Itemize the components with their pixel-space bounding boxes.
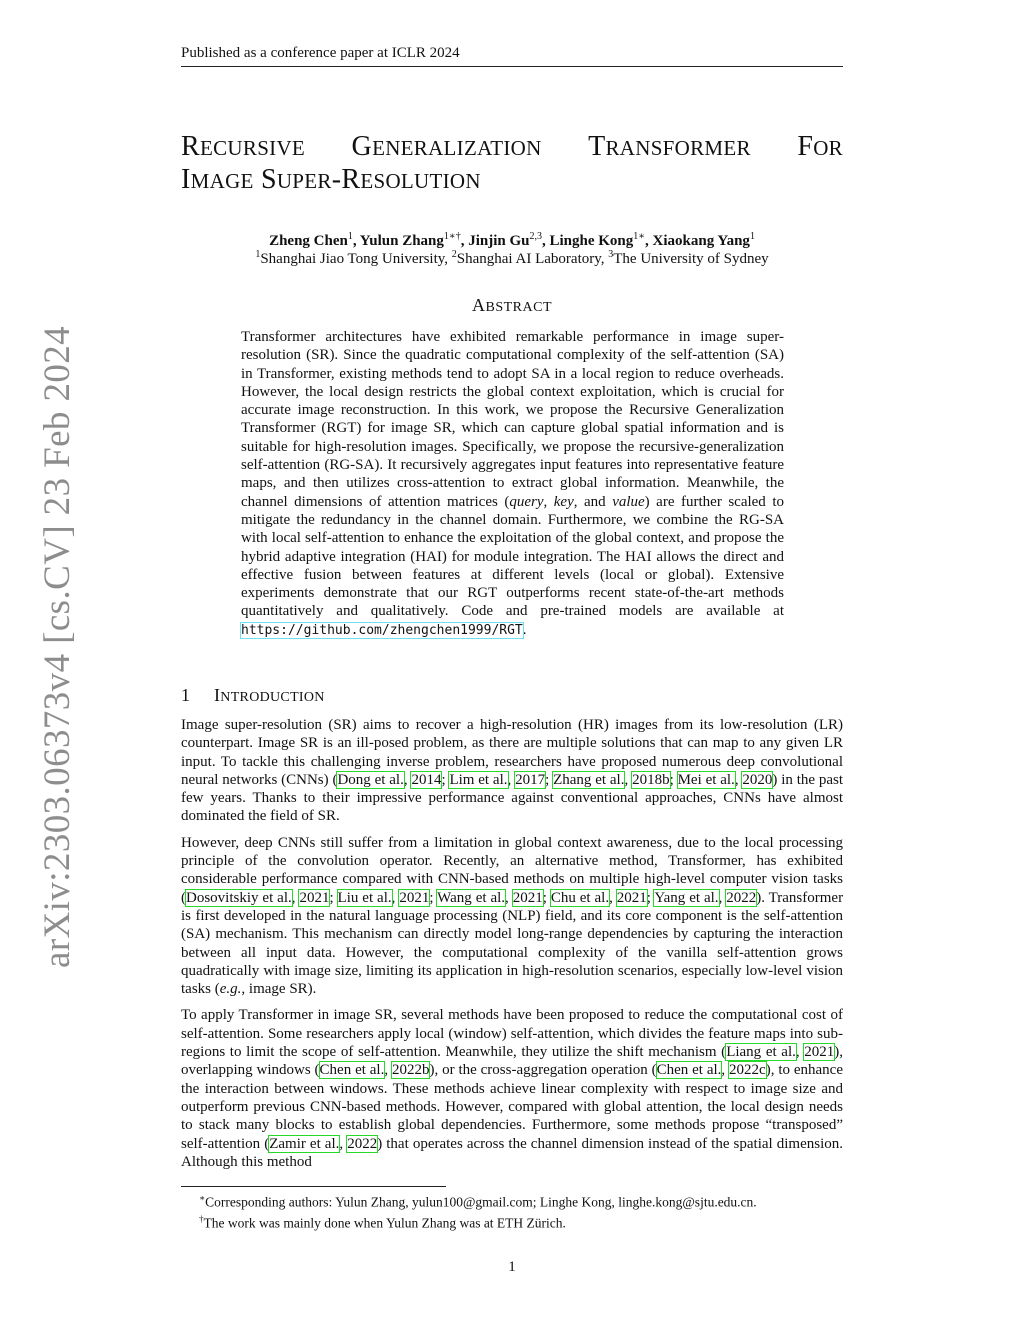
citation-link[interactable]: Yang et al. [654, 889, 719, 906]
citation-link[interactable]: Chu et al. [550, 889, 610, 906]
affiliation-name: Shanghai AI Laboratory [456, 251, 601, 267]
footnote [181, 1190, 843, 1211]
citation-link[interactable]: 2014 [411, 771, 442, 788]
title-word-text-rest: RANSFORMER [605, 136, 751, 160]
citation-link[interactable]: Liang et al. [726, 1044, 796, 1061]
affiliation-mark: 2 [451, 249, 457, 260]
section-title [214, 685, 325, 705]
footnotes [181, 1190, 843, 1231]
section-heading-introduction [181, 684, 843, 709]
title-word-text [588, 131, 751, 162]
footnote-mark: † [199, 1213, 204, 1224]
citation-link[interactable]: Chen et al. [319, 1062, 385, 1079]
abstract-query: query [509, 493, 544, 510]
paragraph-text: , [734, 771, 743, 788]
title-word [352, 131, 542, 164]
citation-link[interactable]: Chen et al. [656, 1062, 722, 1079]
paragraph-text: ). Transformer is first developed in the natural language processing (NLP) field, and its core component is the self-attention (SA) mechanism. This mechanism can directly model long-range dependencies by capturing the interaction between all input data. However, the computational complexity of the vanilla self-attention grows quadratically with image size, limiting its application in high-resolution scenarios, especially low-level vision tasks ( [181, 889, 844, 998]
abstract-separator: , and [573, 493, 613, 510]
citation-link[interactable]: 2021 [512, 889, 543, 906]
affiliation-list: $^1$Shanghai Jiao Tong University, $^2$Shanghai AI Laboratory, $^3$The University of Sydney [255, 249, 769, 267]
title-line-2 [181, 164, 843, 197]
title-word-text-rest: ENERALIZATION [372, 136, 542, 160]
author-affil-mark: 1 [749, 231, 755, 242]
paper-title [181, 131, 843, 197]
section-number: 1 [181, 685, 191, 705]
footnote-divider [181, 1186, 446, 1187]
affiliation-mark: 3 [608, 249, 614, 260]
title-word-text-rest: ECURSIVE [199, 136, 306, 160]
citation-link[interactable]: 2022c [729, 1062, 766, 1079]
paragraph-text: , [339, 1135, 348, 1152]
paragraph-text: ; [545, 771, 554, 788]
title-word-text-cap: T [588, 131, 606, 162]
page-number: 1 [508, 1259, 516, 1275]
title-word-text [797, 131, 843, 162]
title-word-text-cap: R [181, 131, 200, 162]
author-name: Linghe Kong [549, 233, 634, 249]
paragraph-text: ; [329, 889, 338, 906]
paragraph-text: ; [542, 889, 551, 906]
citation-link[interactable]: 2021 [399, 889, 430, 906]
citation-link[interactable]: 2021 [804, 1044, 835, 1061]
citation-link[interactable]: 2017 [515, 771, 546, 788]
author-name: Xiaokang Yang [652, 233, 750, 249]
affiliation-name: Shanghai Jiao Tong University [260, 251, 445, 267]
citation-link[interactable]: 2022 [726, 889, 757, 906]
author-affil-mark: 2,3 [529, 231, 542, 242]
paragraph-text: , [403, 771, 412, 788]
footnote [181, 1211, 843, 1232]
abstract-part-2: ) are further scaled to mitigate the redundancy in the channel domain. Furthermore, we combine the RG-SA with local self-attention to enhance the exploitation of the global context, and propose the hybrid adaptive integration (HAI) for module integration. The HAI allows the direct and effective fusion between features at different levels (local or global). Extensive experiments demonstrate that our RGT outperforms recent state-of-the-art methods quantitatively and qualitatively. Code and pre-trained models are available at [241, 493, 784, 620]
paragraph-text: , [609, 889, 617, 906]
citation-link[interactable]: 2018b [632, 771, 670, 788]
paragraph-text: ; [441, 771, 450, 788]
paragraph-text: ) that operates across the channel dimension instead of the spatial dimension. Although this method [181, 1135, 843, 1170]
paragraph-text: ; [646, 889, 655, 906]
citation-link[interactable]: 2022 [347, 1135, 378, 1152]
section-title-cap: I [214, 685, 221, 705]
citation-link[interactable]: Dosovitskiy et al. [186, 889, 292, 906]
citation-link[interactable]: 2020 [742, 771, 773, 788]
citation-link[interactable]: Zamir et al. [269, 1135, 340, 1152]
section-title-rest: NTRODUCTION [220, 690, 325, 705]
intro-paragraph [181, 1006, 843, 1171]
paragraph-text: , image SR). [241, 981, 317, 998]
paragraph-text: , [718, 889, 727, 906]
paragraph-text: , [384, 1062, 392, 1079]
paragraph-text: ; [429, 889, 438, 906]
paragraph-text: Image super-resolution (SR) aims to recover a high-resolution (HR) images from its low-resolution (LR) counterpart. Image SR is an ill-posed problem, as there are multiple solutions that can map to any given LR input. To tackle this challenging inverse problem, researchers have proposed numerous deep convolutional neural networks (CNNs) ( [181, 717, 843, 788]
footnote-text: Corresponding authors: Yulun Zhang, yulun100@gmail.com; Linghe Kong, linghe.kong@sjtu.edu.cn. [205, 1194, 757, 1210]
abstract-heading-cap: A [471, 295, 486, 315]
citation-link[interactable]: Mei et al. [677, 771, 735, 788]
abstract-heading [181, 294, 843, 319]
title-line-2-text-rest: MAGE [190, 169, 254, 193]
paragraph-text: To apply Transformer in image SR, several methods have been proposed to reduce the computational cost of self-attention. Some researchers apply local (window) self-attention, which divides the feature maps into sub-regions to limit the scope of self-attention. Meanwhile, they utilize the shift mechanism ( [181, 1007, 843, 1061]
paragraph-text: However, deep CNNs still suffer from a limitation in global context awareness, due to the local processing principle of the convolution operator. Recently, an alternative method, Transformer, has exhibited considerable performance compared with CNN-based methods on multiple high-level computer vision tasks ( [181, 834, 843, 906]
citation-link[interactable]: Zhang et al. [553, 771, 625, 788]
paragraph-text: ), or the cross-aggregation operation ( [429, 1062, 657, 1079]
author-list: Zheng Chen$^1$, Yulun Zhang$^{1∗\dagger}$, Jinjin Gu$^{2,3}$, Linghe Kong$^{1∗}$, Xiaokang Yang$^1$ [269, 231, 755, 249]
title-line-2-text-cap: S [260, 164, 277, 195]
emphasis-text: e.g. [219, 981, 242, 998]
paragraph-text: , [795, 1044, 805, 1061]
footnote-mark: ∗ [199, 1193, 206, 1203]
abstract-end: . [522, 621, 527, 638]
paragraph-text: , [505, 889, 513, 906]
paragraph-text: ) in the past few years. Thanks to their impressive performance against conventional approaches, CNNs have almost dominated the field of SR. [181, 771, 844, 825]
paragraph-text: , [507, 771, 516, 788]
author-affil-mark: 1 [347, 231, 353, 242]
citation-link[interactable]: 2021 [616, 889, 647, 906]
abstract-value: value [612, 493, 645, 510]
citation-link[interactable]: Lim et al. [449, 771, 508, 788]
author-affil-mark: 1∗† [443, 231, 461, 242]
author-affil-mark: 1∗ [633, 231, 646, 242]
running-header: Published as a conference paper at ICLR 2024 [181, 44, 843, 67]
title-line-2-text-rest: ESOLUTION [360, 169, 481, 193]
paragraph-text: , [721, 1062, 730, 1079]
abstract-heading-rest: BSTRACT [485, 300, 552, 315]
abstract-separator: , [543, 493, 554, 510]
citation-link[interactable]: Liu et al. [337, 889, 392, 906]
citation-link[interactable]: 2021 [299, 889, 330, 906]
paragraph-text: , [624, 771, 633, 788]
author-name: Zheng Chen [269, 233, 348, 249]
title-line-2-text-rest: UPER [276, 169, 332, 193]
author-name: Jinjin Gu [468, 233, 530, 249]
footnote-text: The work was mainly done when Yulun Zhang was at ETH Zürich. [203, 1215, 566, 1230]
title-word [797, 131, 843, 164]
paragraph-text: ; [669, 771, 678, 788]
abstract-key: key [553, 493, 574, 510]
paragraph-text: ), to enhance the interaction between windows. These methods achieve linear complexity with respect to image size and outperform previous CNN-based methods. However, compared with global attention, the local design needs to stack many blocks to establish global dependencies. Furthermore, some methods propose “transposed” self-attention ( [181, 1062, 843, 1152]
paragraph-text: , [391, 889, 400, 906]
citation-link[interactable]: Wang et al. [437, 889, 506, 906]
abstract-text [241, 328, 784, 640]
citation-link[interactable]: 2022b [391, 1062, 430, 1079]
title-word-text-rest: OR [813, 136, 843, 160]
title-word-text [352, 131, 542, 162]
title-word [588, 131, 751, 164]
affiliation-mark: 1 [255, 249, 261, 260]
title-line-1 [181, 131, 843, 164]
title-word-text-cap: G [351, 131, 373, 162]
arxiv-identifier: arXiv:2303.06373v4 [cs.CV] 23 Feb 2024 [37, 325, 78, 968]
title-line-2-text: IMAGE SUPER-RESOLUTION [181, 164, 481, 195]
title-word [181, 131, 305, 164]
title-line-2-text-cap: R [341, 164, 361, 195]
citation-link[interactable]: Dong et al. [337, 771, 404, 788]
title-word-text [181, 131, 305, 162]
intro-paragraph [181, 834, 843, 999]
intro-paragraph [181, 716, 843, 826]
author-name: Yulun Zhang [359, 233, 444, 249]
paragraph-text: ), overlapping windows ( [181, 1044, 843, 1079]
title-line-2-text-cap: I [181, 164, 191, 195]
affiliation-name: The University of Sydney [613, 251, 769, 267]
introduction-body [181, 716, 843, 1179]
abstract [241, 328, 784, 640]
code-repository-link[interactable]: https://github.com/zhengchen1999/RGT [241, 622, 523, 638]
abstract-part-1: Transformer architectures have exhibited remarkable performance in image super-resolution (SR). Since the quadratic computational complexity of the self-attention (SA) in Transformer, existing methods tend to adopt SA in a local region to reduce overheads. However, the local design restricts the global context exploitation, which is crucial for accurate image reconstruction. In this work, we propose the Recursive Generalization Transformer (RGT) for image SR, which can capture global spatial information and is suitable for high-resolution images. Specifically, we propose the recursive-generalization self-attention (RG-SA). It recursively aggregates input features into representative feature maps, and then utilizes cross-attention to extract global information. Meanwhile, the channel dimensions of attention matrices ( [241, 329, 784, 510]
title-word-text-cap: F [797, 131, 814, 162]
paragraph-text: , [291, 889, 300, 906]
